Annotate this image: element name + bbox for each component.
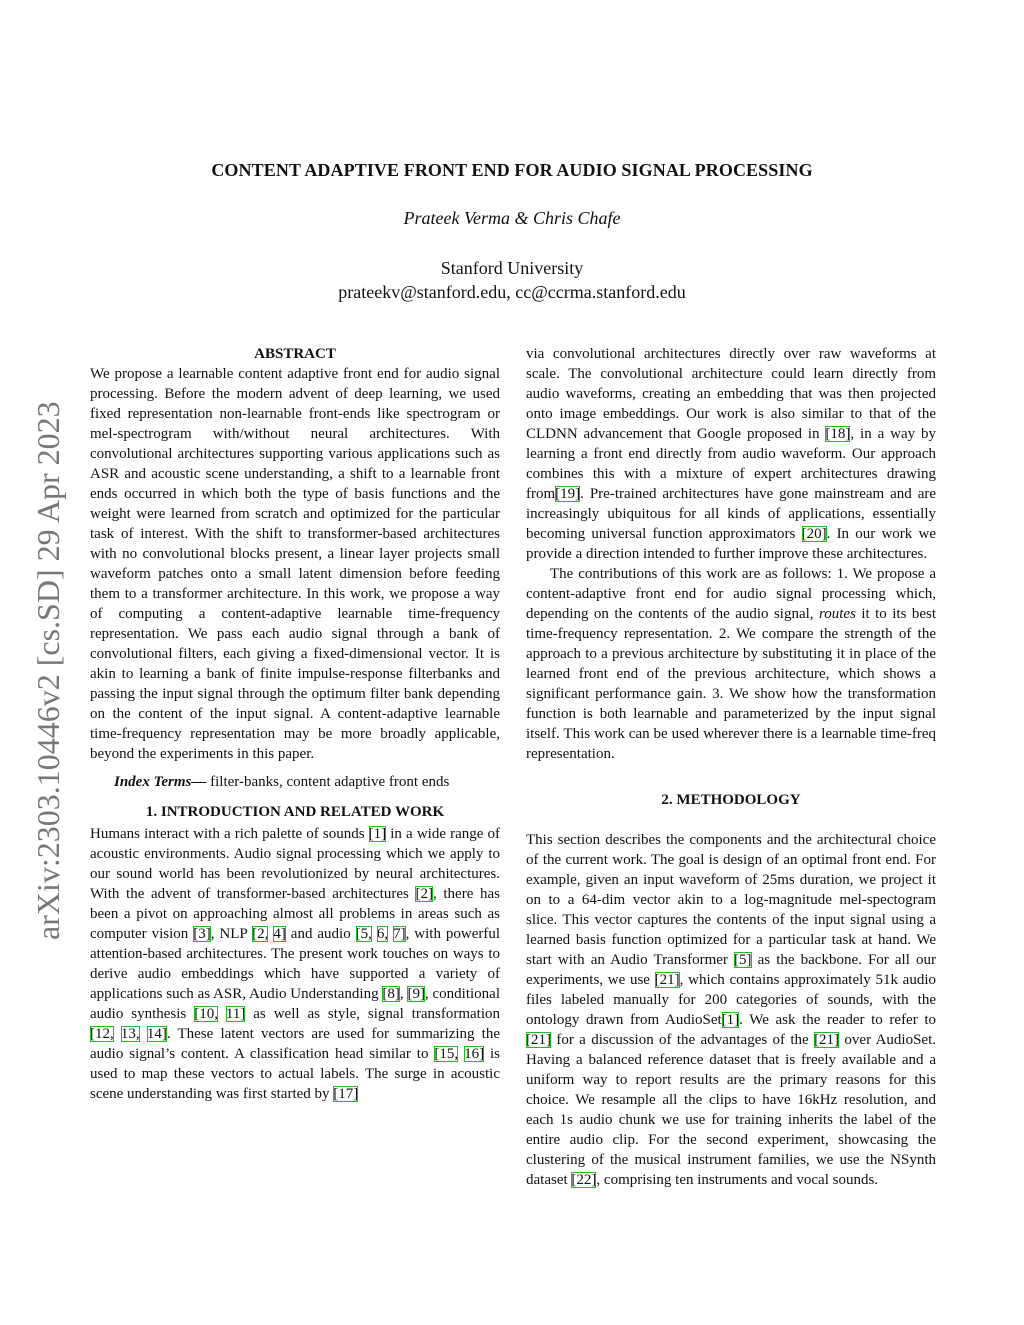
index-terms bbox=[90, 772, 500, 792]
citation-link[interactable]: [2] bbox=[415, 886, 433, 902]
citation-link[interactable]: [1] bbox=[368, 826, 387, 842]
citation-link[interactable]: 11] bbox=[225, 1006, 246, 1022]
citation-link[interactable]: [19] bbox=[555, 486, 581, 502]
citation-link[interactable]: [2, bbox=[252, 926, 269, 942]
citation-link[interactable]: 7] bbox=[393, 926, 406, 942]
citation-link[interactable]: [10, bbox=[194, 1006, 218, 1022]
citation-link[interactable]: [21] bbox=[526, 1032, 551, 1048]
emails: prateekv@stanford.edu, cc@ccrma.stanford.edu bbox=[338, 282, 686, 302]
citation-link[interactable]: [15, bbox=[434, 1046, 459, 1062]
citation-link[interactable]: 13, bbox=[120, 1026, 140, 1042]
emphasis-routes: routes bbox=[818, 606, 856, 622]
citation-link[interactable]: [18] bbox=[825, 426, 851, 442]
section-1-heading: 1. INTRODUCTION AND RELATED WORK bbox=[145, 804, 445, 820]
citation-link[interactable]: [1] bbox=[721, 1012, 740, 1028]
left-column bbox=[90, 344, 500, 1104]
citation-link[interactable]: [5] bbox=[734, 952, 752, 968]
affiliation: Stanford University bbox=[440, 258, 584, 278]
citation-link[interactable]: 16] bbox=[464, 1046, 485, 1062]
abstract-heading: ABSTRACT bbox=[254, 346, 336, 362]
citation-link[interactable]: 14] bbox=[146, 1026, 167, 1042]
citation-link[interactable]: [21] bbox=[654, 972, 680, 988]
citation-link[interactable]: [17] bbox=[333, 1086, 359, 1102]
index-terms-label: Index Terms— bbox=[114, 774, 207, 790]
citation-link[interactable]: [12, bbox=[90, 1026, 114, 1042]
citation-link[interactable]: 6, bbox=[376, 926, 389, 942]
authors: Prateek Verma & Chris Chafe bbox=[403, 208, 621, 228]
citation-link[interactable]: [3] bbox=[193, 926, 211, 942]
citation-link[interactable]: [8] bbox=[382, 986, 400, 1002]
citation-link[interactable]: [22] bbox=[571, 1172, 597, 1188]
citation-link[interactable]: 4] bbox=[273, 926, 286, 942]
arxiv-watermark: arXiv:2303.10446v2 [cs.SD] 29 Apr 2023 bbox=[30, 401, 66, 940]
contributions-paragraph: The contributions of this work are as follows: 1. We propose a content-adaptive front end for audio signal processing which, depending on the contents of the audio signal, routes it to its best time-frequency representation. 2. We compare the strength of the approach to a previous architecture by substituting it in place of the learned front end of the previous architecture, which shows a significant performance gain. 3. We show how the transformation function is both learnable and parameterized by the input signal itself. This work can be used wherever there is a learnable time-freq representation. bbox=[526, 566, 936, 762]
methodology-paragraph: This section describes the components and the architectural choice of the current work. The goal is design of an optimal front end. For example, given an input waveform of 25ms duration, we project it on to a 64-dim vector akin to a log-magnitude mel-spectogram slice. This vector captures the contents of the input signal using a learned basis function optimized for a particular task at hand. We start with an Audio Transformer [5] as the backbone. For all our experiments, we use [21], which contains approximately 51k audio files labeled manually for 200 categories of sounds, with the ontology drawn from AudioSet[1]. We ask the reader to refer to [21] for a discussion of the advantages of the [21] over AudioSet. Having a balanced reference dataset that is freely available and a uniform way to report results are the primary reasons for this choice. We resample all the clips to have 16kHz resolution, and each 1s audio chunk we use for training inherits the label of the entire audio clip. For the second experiment, showcasing the clustering of the musical instrument families, we use the NSynth dataset [22], comprising ten instruments and vocal sounds. bbox=[526, 832, 937, 1188]
intro-paragraph: Humans interact with a rich palette of sounds [1] in a wide range of acoustic environments. Audio signal processing which we apply to our sound world has been revolutionized by neural architectures. With the advent of transformer-based architectures [2], there has been a pivot on approaching almost all problems in areas such as computer vision [3], NLP [2, 4] and audio [5, 6, 7], with powerful attention-based architectures. The present work touches on ways to derive audio embeddings which have supported a variety of applications such as ASR, Audio Understanding [8], [9], conditional audio synthesis [10, 11] as well as style, signal transformation [12, 13, 14]. These latent vectors are used for summarizing the audio signal’s content. A classification head similar to [15, 16] is used to map these vectors to actual labels. The surge in acoustic scene understanding was first started by [17] bbox=[90, 826, 501, 1102]
abstract-text: We propose a learnable content adaptive front end for audio signal processing. Before the modern advent of deep learning, we used fixed representation non-learnable front-ends like spectrogram or mel-spectrogram with/without neural architectures. With convolutional architectures supporting various applications such as ASR and acoustic scene understanding, a shift to a learnable front ends occurred in which both the type of basis functions and the weight were learned from scratch and optimized for the particular task of interest. With the shift to transformer-based architectures with no convolutional blocks present, a linear layer projects small waveform patches onto a small latent dimension before feeding them to a transformer architecture. In this work, we propose a way of computing a content-adaptive learnable time-frequency representation. We pass each audio signal through a bank of convolutional filters, each giving a fixed-dimensional vector. It is akin to learning a bank of finite impulse-response filterbanks and passing the input signal through the optimum filter bank depending on the content of the input signal. A content-adaptive learnable time-frequency representation may be more broadly applicable, beyond the experiments in this paper. bbox=[90, 366, 500, 762]
intro-paragraph-continued: via convolutional architectures directly over raw waveforms at scale. The convolutional architecture could learn directly from audio waveforms, creating an embedding that was then projected onto image embeddings. Our work is also similar to that of the CLDNN advancement that Google proposed in [18], in a way by learning a front end directly from audio waveform. Our approach combines this with a mixture of expert architectures drawing from[19]. Pre-trained architectures have gone mainstream and are increasingly ubiquitous for all kinds of applications, essentially becoming universal function approximators [20]. In our work we provide a direction intended to further improve these architectures. bbox=[526, 346, 936, 562]
index-terms-text: filter-banks, content adaptive front ends bbox=[206, 774, 450, 790]
section-2-heading: 2. METHODOLOGY bbox=[661, 792, 801, 808]
citation-link[interactable]: [20] bbox=[801, 526, 827, 542]
affiliation-block bbox=[0, 256, 1024, 304]
citation-link[interactable]: [21] bbox=[814, 1032, 840, 1048]
right-column bbox=[526, 344, 936, 1190]
paper-title: CONTENT ADAPTIVE FRONT END FOR AUDIO SIGNAL PROCESSING bbox=[211, 160, 813, 180]
citation-link[interactable]: [5, bbox=[355, 926, 372, 942]
citation-link[interactable]: [9] bbox=[407, 986, 425, 1002]
